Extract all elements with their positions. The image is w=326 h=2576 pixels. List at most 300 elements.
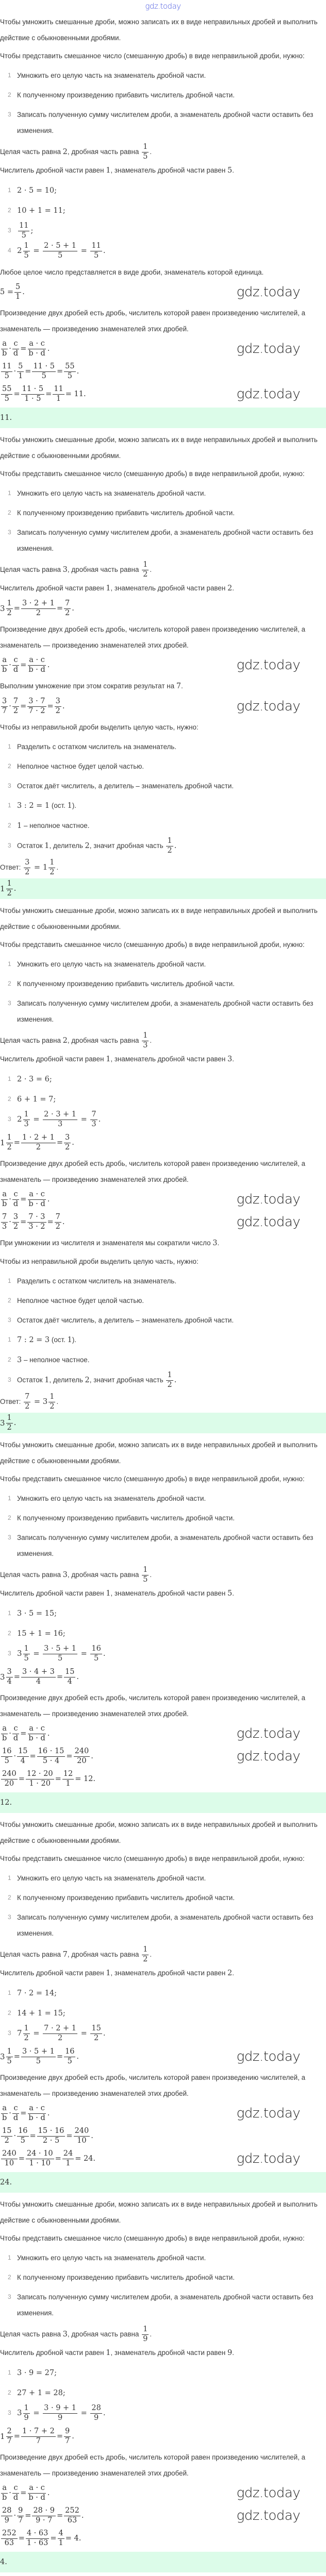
list-item (0, 1312, 326, 1328)
mixed-whole: 3 (0, 1418, 5, 1428)
math-expression (0, 597, 326, 620)
math-run: 11. (0, 414, 12, 422)
numerator: 1 (142, 561, 149, 570)
paragraph-text: Чтобы умножить смешанные дроби, можно записать их в виде неправильных дробей и выполнить действие с обыкновенными дробями. (0, 436, 318, 460)
list-number: 2 (8, 2274, 11, 2281)
numerator: 240 (1, 1770, 18, 1780)
math-run: = (78, 2029, 90, 2038)
list-number: 1 (8, 960, 11, 968)
paragraph (0, 1049, 326, 1068)
fraction (32, 2507, 56, 2525)
fraction (1, 2105, 8, 2123)
paragraph-text: Чтобы умножить смешанные дроби, можно записать их в виде неправильных дробей и выполнить действие с обыкновенными дробями. (0, 2200, 318, 2224)
numerator: 3 (55, 698, 61, 707)
math-expression (0, 2504, 326, 2527)
math-run: = (56, 367, 63, 376)
denominator: 2 (50, 1402, 55, 1411)
denominator: 1 · 20 (29, 1779, 51, 1788)
paragraph (0, 1233, 326, 1252)
fraction (6, 1414, 13, 1432)
denominator: b (2, 349, 7, 358)
numerator: 55 (1, 385, 12, 395)
list-item (0, 1352, 326, 1368)
denominator: b (2, 665, 7, 674)
list-item (0, 739, 326, 755)
fraction (12, 1191, 19, 1209)
text-run: Выполним умножение при этом сократив результат на (0, 682, 176, 690)
fraction (24, 859, 30, 877)
denominator: 2 (50, 868, 55, 876)
math-run: = (56, 2511, 63, 2520)
numerator: 3 (64, 1134, 71, 1143)
answer-highlight (0, 1413, 326, 1433)
inline-number: 2 (227, 1969, 233, 1977)
math-run: . (76, 367, 79, 376)
numerator: 3 · 5 + 1 (43, 1645, 77, 1654)
denominator: 5 (143, 152, 148, 161)
list-number: 1 (8, 1277, 11, 1284)
denominator: 9 (24, 2413, 29, 2422)
text-run: Остаток (17, 842, 45, 850)
denominator: 9 (143, 2334, 148, 2343)
numerator: 11 (18, 222, 29, 231)
mixed-whole: 2 (17, 246, 22, 255)
math-run: 24. (0, 2178, 12, 2187)
denominator: 2 (7, 608, 12, 617)
paragraph-text: Любое целое число представляется в виде дроби, знаменатель которой единица. (0, 268, 264, 276)
text-run: Числитель дробной части равен (0, 1589, 106, 1597)
numerator: 24 (62, 2150, 74, 2159)
numerator: c (12, 1725, 19, 1734)
fraction (21, 600, 56, 618)
numerator: 16 (1, 1748, 12, 1757)
denominator: 5 (24, 251, 29, 260)
product-formula (0, 1722, 326, 1745)
denominator: 9 (4, 2516, 9, 2524)
denominator: 7 (64, 2436, 70, 2445)
list-item (0, 2289, 326, 2321)
fraction (27, 2105, 46, 2123)
product-formula (0, 337, 326, 360)
list-number: 3 (8, 111, 11, 118)
numerator: 11 (53, 385, 64, 395)
denominator: 2 (25, 1402, 30, 1411)
fraction (166, 1371, 173, 1389)
numerator: 3 · 9 + 1 (43, 2404, 77, 2414)
math-run: . (62, 1217, 65, 1226)
fraction (27, 2484, 46, 2502)
numerator: 3 (24, 859, 30, 868)
list-number: 1 (8, 743, 11, 750)
math-run: 27 + 1 = 28; (17, 2389, 66, 2397)
operator: = (20, 1729, 27, 1738)
numbered-list (0, 798, 326, 854)
denominator: 63 (67, 2516, 77, 2524)
denominator: 5 (4, 1756, 9, 1765)
list-item (0, 524, 326, 556)
fraction (90, 1645, 102, 1663)
list-item (0, 223, 326, 239)
list-item-text: Записать полученную сумму числителем дроби, а знаменатель дробной части оставить без изменения. (17, 529, 314, 552)
list-number: 1 (8, 1336, 11, 1343)
inline-number: 2 (62, 148, 68, 156)
numerator: 240 (1, 2150, 18, 2159)
text-run: , знаменатель дробной части равен (110, 1589, 227, 1597)
denominator: 5 (36, 2057, 41, 2065)
list-number: 3 (8, 1534, 11, 1541)
math-run: . (103, 1650, 106, 1658)
math-expression (0, 281, 326, 303)
fraction (6, 2048, 13, 2066)
math-run: 7 · 2 = 14; (17, 1989, 57, 1997)
fraction (12, 340, 19, 358)
inline-number: 3 (227, 1055, 233, 1063)
watermark-logo: gdz.today (236, 2049, 300, 2064)
denominator: d (13, 1734, 19, 1742)
numerator: 1 (48, 859, 55, 868)
math-run: 2 · 3 = 6; (17, 1075, 52, 1083)
list-item (0, 202, 326, 219)
math-run: 2 (85, 1376, 90, 1384)
numerator: 3 (1, 698, 8, 707)
list-item-text: Умножить его целую часть на знаменатель дробной части. (17, 489, 206, 497)
numerator: 1 (142, 1946, 149, 1955)
list-item-text: Остаток даёт числитель, а делитель – знаменатель дробной части. (17, 1316, 234, 1324)
fraction (12, 698, 19, 716)
inline-number: 7 (176, 682, 181, 690)
list-item (0, 758, 326, 774)
operator: · (9, 660, 11, 669)
denominator: 7 (2, 706, 7, 715)
paragraph (0, 430, 326, 464)
numbered-list (0, 1985, 326, 2042)
text-run: , знаменатель дробной части равен (110, 2349, 227, 2357)
list-number: 2 (8, 1095, 11, 1103)
math-run: = (30, 247, 42, 255)
numbered-list (0, 1071, 326, 1128)
math-run: = (78, 1650, 90, 1658)
list-number: 3 (8, 782, 11, 789)
math-expression (0, 1666, 326, 1688)
list-item-text: К полученному произведению прибавить числитель дробной части. (17, 980, 235, 988)
paragraph (0, 1584, 326, 1602)
fraction (27, 1191, 46, 1209)
paragraph-text: Произведение двух дробей есть дробь, числитель которой равен произведению числителей, а знаменатель — произведению знаменателей этих дробей. (0, 625, 305, 649)
math-run: = (30, 2029, 42, 2038)
paragraph-text: Произведение двух дробей есть дробь, числитель которой равен произведению числителей, а знаменатель — произведению знаменателей этих дробей. (0, 1694, 305, 1718)
list-item (0, 1372, 326, 1388)
answer-highlight (0, 878, 326, 899)
fraction (6, 600, 13, 618)
text-run: , знаменатель дробной части равен (110, 584, 227, 592)
numerator: 5 (14, 283, 21, 293)
paragraph (0, 142, 326, 161)
math-run: 2 · 5 = 10; (17, 187, 57, 195)
math-run: 2 (85, 842, 90, 850)
list-item (0, 778, 326, 794)
denominator: 2 (13, 1222, 19, 1231)
list-number: 2 (8, 509, 11, 516)
list-number: 2 (8, 2009, 11, 2016)
inline-number: = (31, 1398, 43, 1406)
fraction (21, 1668, 56, 1686)
math-run: 1 (44, 842, 50, 850)
denominator: 2 (167, 846, 172, 855)
numerator: 1 (23, 2025, 30, 2034)
list-item (0, 995, 326, 1027)
text-run: . (232, 2349, 234, 2357)
numerator: a · c (28, 2105, 46, 2114)
list-number: 3 (8, 227, 11, 234)
text-run: ). (72, 1336, 76, 1344)
numerator: 15 · 16 (37, 2127, 66, 2137)
denominator: 1 (58, 2538, 63, 2547)
numerator: 11 · 5 (21, 385, 45, 395)
mixed-whole: 3 (0, 603, 5, 613)
fraction (64, 1134, 71, 1152)
list-item-text: Записать полученную сумму числителем дроби, а знаменатель дробной части оставить без изменения. (17, 999, 314, 1023)
math-run: = (78, 2409, 90, 2417)
math-run: · (13, 2131, 17, 2140)
denominator: b · d (28, 349, 45, 358)
paragraph (0, 12, 326, 46)
list-item (0, 1605, 326, 1622)
operator: · (9, 1729, 11, 1738)
numerator: 7 (55, 1213, 61, 1223)
inline-number: 3 (62, 1571, 68, 1579)
math-run: = (13, 2052, 20, 2061)
math-run: = (78, 247, 90, 255)
numerator: 1 (166, 837, 173, 846)
fraction (17, 2127, 28, 2145)
numerator: 1 (48, 1393, 55, 1402)
list-item-text: Записать полученную сумму числителем дроби, а знаменатель дробной части оставить без изменения. (17, 1913, 314, 1937)
inline-number: 3 (62, 566, 68, 574)
list-number: 3 (8, 1316, 11, 1324)
denominator: 10 (4, 2159, 14, 2167)
fraction (55, 1213, 61, 1231)
math-expression (0, 2425, 326, 2448)
list-item (0, 1625, 326, 1642)
fraction (1, 656, 8, 674)
math-run: = (29, 1752, 36, 1760)
numerator: a (1, 1725, 8, 1734)
list-item (0, 1071, 326, 1088)
fraction (27, 656, 46, 674)
numerator: 16 (64, 2048, 75, 2057)
inline-number: 1 (106, 1589, 111, 1598)
numbered-list (0, 739, 326, 794)
operator: = (20, 2488, 27, 2497)
numbered-list (0, 1332, 326, 1388)
paragraph-text: Произведение двух дробей есть дробь, числитель которой равен произведению числителей, а знаменатель — произведению знаменателей этих дробей. (0, 1160, 305, 1183)
math-run: . (81, 2511, 84, 2520)
text-run: Целая часть равна (0, 566, 63, 573)
denominator: 2 (55, 1222, 60, 1231)
paragraph (0, 1565, 326, 1584)
text-run: . (232, 1055, 234, 1063)
denominator: 7 · 2 (28, 706, 45, 715)
list-item (0, 1890, 326, 1906)
math-run: . (13, 885, 17, 893)
operator: . (47, 660, 50, 669)
watermark-logo: gdz.today (236, 284, 300, 300)
product-formula (0, 654, 326, 676)
fraction (1, 2127, 12, 2145)
numerator: c (12, 2484, 19, 2494)
list-item-text: Неполное частное будет целой частью. (17, 1297, 144, 1304)
math-run: · (13, 1752, 17, 1760)
fraction (1, 1191, 8, 1209)
denominator: 5 (21, 231, 26, 240)
inline-number: 7 (62, 1951, 68, 1959)
fraction (23, 1645, 30, 1663)
denominator: 1 (56, 394, 61, 403)
fraction (17, 363, 24, 381)
paragraph (0, 1031, 326, 1049)
paragraph (0, 620, 326, 654)
text-run: Числитель дробной части равен (0, 166, 106, 174)
math-expression (0, 2045, 326, 2068)
text-run: . (150, 1951, 152, 1958)
fraction (21, 385, 45, 403)
numerator: 1 · 7 + 2 (21, 2428, 56, 2437)
math-run: . (103, 247, 106, 255)
denominator: b · d (28, 665, 45, 674)
numbered-list (0, 1273, 326, 1328)
fraction (64, 2048, 75, 2066)
inline-number: 1 (106, 1969, 111, 1977)
numerator: 1 (6, 1414, 13, 1423)
numerator: 1 (166, 1371, 173, 1381)
math-run: = (18, 2534, 25, 2543)
paragraph-text: Произведение двух дробей есть дробь, числитель которой равен произведению числителей, а знаменатель — произведению знаменателей этих дробей. (0, 309, 305, 333)
list-number: 1 (8, 1989, 11, 1996)
watermark-logo: gdz.today (145, 2, 181, 11)
fraction (43, 242, 77, 260)
denominator: 2 (25, 868, 30, 876)
operator: . (47, 2488, 50, 2497)
math-run: 1 (44, 1376, 50, 1384)
operator: = (20, 344, 27, 353)
denominator: 2 (55, 706, 60, 715)
numerator: 1 (142, 1566, 149, 1575)
paragraph-text: Чтобы умножить смешанные дроби, можно записать их в виде неправильных дробей и выполнить действие с обыкновенными дробями. (0, 18, 318, 42)
list-item (0, 1530, 326, 1562)
math-run: = (55, 2154, 61, 2163)
list-item (0, 1293, 326, 1309)
denominator: d (13, 349, 19, 358)
numerator: c (12, 1191, 19, 1200)
site-logo-header (0, 0, 326, 12)
denominator: 2 (57, 2033, 63, 2042)
fraction (26, 1770, 54, 1788)
denominator: 2 (94, 2033, 99, 2042)
numerator: 1 (6, 600, 13, 609)
operator: . (47, 1195, 50, 1204)
list-item (0, 1985, 326, 2002)
fraction (142, 143, 149, 161)
text-run: Ответ: (0, 1398, 23, 1405)
list-item-text: К полученному произведению прибавить числитель дробной части. (17, 509, 235, 517)
fraction (21, 2048, 56, 2066)
numbered-list (0, 182, 326, 259)
fraction (23, 2025, 30, 2043)
math-run: = 24. (75, 2154, 96, 2163)
list-number: 3 (8, 1115, 11, 1123)
fraction (12, 1725, 19, 1743)
math-run: . (174, 842, 177, 850)
fraction (27, 340, 46, 358)
operator: . (47, 344, 50, 353)
denominator: d (13, 2113, 19, 2122)
math-run: = (13, 1672, 20, 1681)
numerator: 1 · 2 + 1 (21, 1134, 56, 1143)
numerator: 1 (6, 880, 13, 889)
math-expression (0, 2527, 326, 2550)
watermark-logo: gdz.today (236, 657, 300, 673)
mixed-whole: 7 (17, 2028, 22, 2038)
math-run: 3 (17, 1356, 22, 1364)
math-expression (0, 1131, 326, 1154)
fraction (74, 2127, 90, 2145)
text-run: , делитель (49, 1376, 85, 1384)
fraction (90, 242, 102, 260)
denominator: 4 (36, 1677, 41, 1686)
numerator: a · c (28, 1191, 46, 1200)
numerator: a (1, 1191, 8, 1200)
fraction (1, 2507, 12, 2525)
text-run: . (150, 1037, 152, 1044)
math-run: . (91, 2131, 93, 2140)
fraction (58, 2530, 64, 2548)
paragraph (0, 2195, 326, 2229)
watermark-logo: gdz.today (236, 341, 300, 357)
paragraph (0, 1963, 326, 1982)
math-expression (0, 695, 326, 718)
numerator: 2 · 5 + 1 (43, 242, 77, 251)
mixed-whole: 1 (42, 862, 48, 872)
fraction (55, 698, 61, 716)
inline-number: = (31, 863, 43, 872)
math-run: = (13, 604, 20, 613)
numerator: 15 (64, 1668, 75, 1677)
denominator: 2 (167, 1380, 172, 1389)
numerator: 3 · 4 + 3 (21, 1668, 56, 1677)
fraction (24, 1393, 30, 1411)
mixed-whole: 3 (42, 1397, 48, 1406)
fraction (1, 340, 8, 358)
fraction (90, 2025, 102, 2043)
list-item (0, 2405, 326, 2421)
operator: · (9, 2109, 11, 2117)
list-number: 2 (8, 2389, 11, 2396)
math-expression (0, 383, 326, 405)
numerator: 1 (23, 1645, 30, 1654)
list-number: 2 (8, 91, 11, 98)
paragraph-text: Чтобы представить смешанное число (смешанную дробь) в виде неправильной дроби, нужно: (0, 1475, 305, 1483)
denominator: 2 (24, 2033, 29, 2042)
numerator: 3 · 7 (27, 698, 46, 707)
paragraph-text: Чтобы представить смешанное число (смешанную дробь) в виде неправильной дроби, нужно: (0, 2234, 305, 2242)
list-item-text: Остаток даёт числитель, а делитель – знаменатель дробной части. (17, 782, 234, 790)
math-run: 12. (0, 1799, 12, 1807)
numerator: 1 (142, 2326, 149, 2335)
list-number: 2 (8, 762, 11, 770)
list-number: 2 (8, 822, 11, 829)
text-run: . (56, 1398, 59, 1405)
fraction (142, 1032, 149, 1050)
